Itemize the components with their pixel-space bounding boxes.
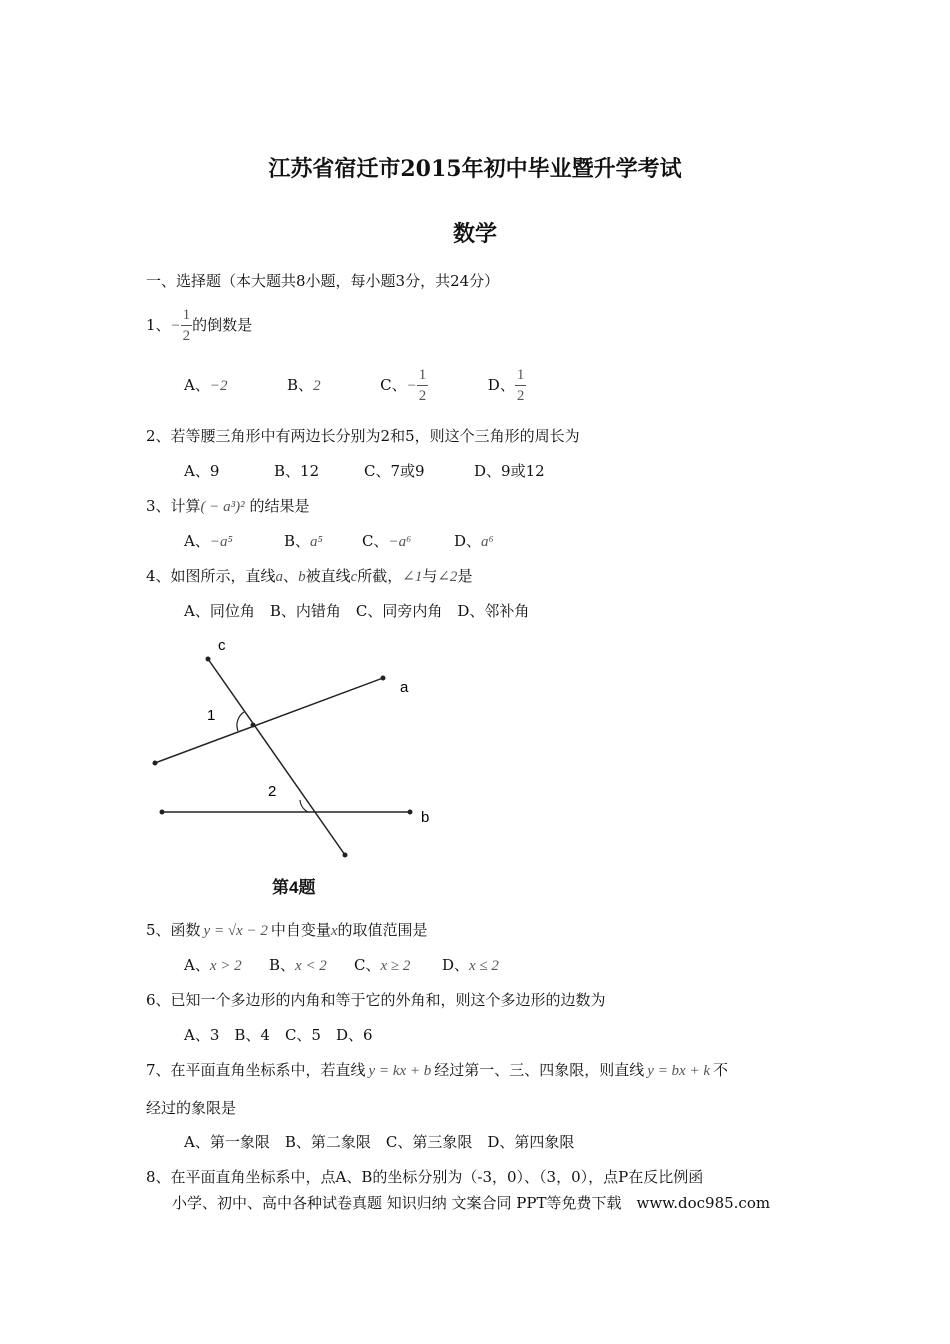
question-4: 4、如图所示，直线a、b被直线c所截，∠1与∠2是 [146, 567, 473, 585]
paper-title: 江苏省宿迁市2015年初中毕业暨升学考试 [268, 156, 682, 182]
angle-2-arc [300, 800, 308, 812]
option-b: B、a⁵ [284, 532, 323, 550]
minus-sign: − [170, 318, 181, 334]
option-b: B、12 [274, 462, 320, 480]
question-7: 7、在平面直角坐标系中，若直线 y = kx + b 经过第一、三、四象限，则直线 y = bx + k 不 [146, 1061, 729, 1079]
option-a: A、−a⁵ [184, 532, 233, 550]
q7-options: A、第一象限 B、第二象限 C、第三象限 D、第四象限 [184, 1133, 575, 1151]
question-8: 8、在平面直角坐标系中，点A、B的坐标分别为（-3，0）、（3，0），点P在反比例函 [146, 1168, 704, 1186]
endpoint-dot [160, 810, 165, 815]
option-b: B、x < 2 [269, 956, 327, 974]
question-7-continued: 经过的象限是 [146, 1099, 237, 1117]
question-2: 2、若等腰三角形中有两边长分别为2和5，则这个三角形的周长为 [146, 427, 580, 445]
option-d: D、9或12 [474, 462, 545, 480]
option-a: A、−2 [184, 376, 228, 394]
expression: ( − a³)² [200, 499, 245, 515]
question-number: 1、 [146, 316, 171, 334]
question-stem-end: 的结果是 [249, 497, 310, 515]
label-c: c [218, 637, 226, 654]
q4-figure [140, 630, 460, 870]
question-1 [146, 308, 252, 344]
section-heading: 一、选择题（本大题共8小题，每小题3分，共24分） [146, 272, 500, 290]
line-a [155, 678, 383, 763]
endpoint-dot [343, 853, 348, 858]
q5-options [184, 954, 499, 975]
endpoint-dot [408, 810, 413, 815]
q1-options [184, 368, 526, 404]
angle-1-arc [237, 712, 244, 731]
q2-options [184, 460, 545, 481]
option-c: C、−a⁶ [362, 532, 412, 550]
option-c: C、7或9 [364, 462, 425, 480]
question-5: 5、函数 y = √x − 2 中自变量x的取值范围是 [146, 921, 428, 939]
endpoint-dot [206, 657, 211, 662]
paper-subject: 数学 [452, 221, 497, 247]
label-b: b [421, 809, 430, 826]
intersection-dot [251, 723, 256, 728]
option-c: C、− $\frac{1}{2}$ [380, 367, 427, 404]
option-d: D、a⁶ [454, 532, 494, 550]
label-a: a [400, 679, 409, 696]
option-a: A、x > 2 [184, 956, 242, 974]
q3-options [184, 530, 494, 551]
option-d: D、 $\frac{1}{2}$ [487, 367, 525, 404]
option-b: B、2 [287, 376, 321, 394]
q4-options: A、同位角 B、内错角 C、同旁内角 D、邻补角 [184, 602, 530, 620]
label-angle-2: 2 [268, 783, 277, 800]
option-a: A、9 [184, 462, 220, 480]
question-stem: 的倒数是 [192, 316, 253, 334]
q6-options: A、3 B、4 C、5 D、6 [184, 1026, 373, 1044]
question-stem: 3、计算 [146, 497, 201, 515]
endpoint-dot [153, 761, 158, 766]
page-footer: 小学、初中、高中各种试卷真题 知识归纳 文案合同 PPT等免费下载 www.doc985.com [172, 1194, 771, 1212]
fraction: $\frac{1}{2}$ [182, 307, 191, 344]
figure-caption: 第4题 [272, 878, 316, 897]
option-d: D、x ≤ 2 [442, 956, 499, 974]
option-c: C、x ≥ 2 [354, 956, 411, 974]
label-angle-1: 1 [207, 707, 216, 724]
question-6: 6、已知一个多边形的内角和等于它的外角和，则这个多边形的边数为 [146, 991, 606, 1009]
endpoint-dot [381, 676, 386, 681]
line-c [208, 659, 345, 855]
question-3 [146, 495, 309, 516]
